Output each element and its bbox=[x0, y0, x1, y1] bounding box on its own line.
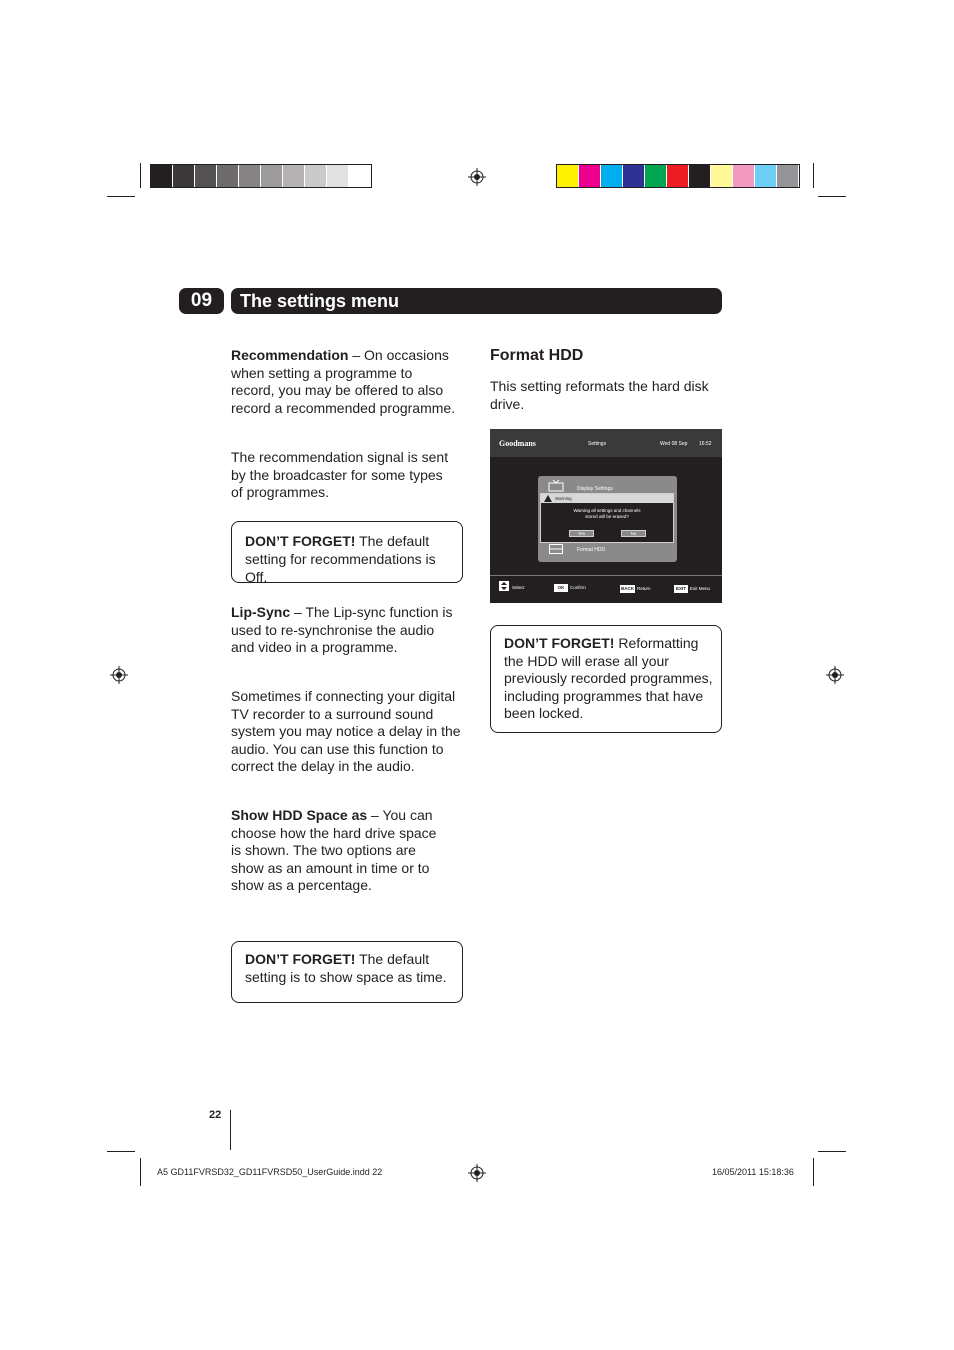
lipsync-term: Lip-Sync bbox=[231, 604, 291, 620]
lipsync-desc: – The Lip-sync function is used to re-synchronise the audio and video in a programme. bbox=[231, 604, 453, 656]
color-swatch bbox=[239, 165, 261, 187]
chapter-number: 09 bbox=[179, 288, 224, 314]
recommendation-signal-paragraph: The recommendation signal is sent by the broadcaster for some types of programmes. bbox=[231, 449, 449, 501]
format-hdd-heading: Format HDD bbox=[490, 347, 584, 364]
dont-forget-label: DON’T FORGET! bbox=[245, 533, 356, 549]
warning-header bbox=[541, 494, 673, 503]
lipsync-paragraph bbox=[231, 604, 456, 657]
key-legend-bar bbox=[490, 575, 722, 603]
dont-forget-label: DON’T FORGET! bbox=[504, 635, 615, 651]
color-swatch bbox=[557, 165, 579, 187]
crop-mark bbox=[813, 163, 814, 188]
dont-forget-text: The default setting is to show space as time. bbox=[245, 951, 447, 985]
yes-button[interactable]: Yes bbox=[569, 530, 594, 537]
color-swatch bbox=[349, 165, 371, 187]
warning-title: Warning bbox=[555, 496, 572, 501]
confirm-label: Confirm bbox=[570, 585, 586, 590]
color-swatch bbox=[711, 165, 733, 187]
exit-menu-label: Exit Menu bbox=[690, 586, 711, 591]
lipsync-detail-paragraph: Sometimes if connecting your digital TV recorder to a surround sound system you may notice a delay in the audio. You can use this function to correct the delay in the audio. bbox=[231, 688, 461, 775]
dont-forget-text: Reformatting the HDD will erase all your previously recorded programmes, including programmes that have been locked. bbox=[504, 635, 713, 722]
brand-logo: Goodmans bbox=[499, 439, 536, 448]
registration-mark-icon bbox=[826, 666, 844, 684]
exit-key: EXIT bbox=[675, 586, 686, 591]
screen-title: Settings bbox=[588, 441, 607, 447]
dont-forget-note bbox=[245, 532, 455, 586]
dont-forget-note bbox=[504, 635, 716, 723]
select-label: Select bbox=[512, 585, 525, 590]
warning-line: Warning all settings and channels bbox=[573, 508, 641, 513]
settings-dialog bbox=[538, 476, 677, 562]
crop-mark bbox=[818, 1151, 846, 1152]
ok-key: OK bbox=[554, 584, 568, 592]
page-number: 22 bbox=[209, 1109, 222, 1121]
no-button[interactable]: No bbox=[621, 530, 646, 537]
back-key: BACK bbox=[621, 586, 634, 591]
menu-item-format-hdd[interactable]: Format HDD bbox=[577, 547, 606, 553]
color-swatch bbox=[217, 165, 239, 187]
hdd-space-paragraph bbox=[231, 807, 449, 895]
dont-forget-note bbox=[245, 950, 455, 986]
color-swatch bbox=[195, 165, 217, 187]
warning-line: stored will be erased? bbox=[585, 514, 629, 519]
color-swatch bbox=[283, 165, 305, 187]
registration-mark-icon bbox=[110, 666, 128, 684]
color-swatch bbox=[261, 165, 283, 187]
color-swatch bbox=[777, 165, 799, 187]
color-swatch bbox=[667, 165, 689, 187]
chapter-title: The settings menu bbox=[231, 288, 722, 314]
color-swatch bbox=[689, 165, 711, 187]
crop-mark bbox=[140, 163, 141, 188]
color-swatch bbox=[645, 165, 667, 187]
format-hdd-intro: This setting reformats the hard disk drive. bbox=[490, 378, 709, 412]
crop-mark bbox=[107, 1151, 135, 1152]
color-calibration-bar bbox=[556, 164, 800, 188]
footer-timestamp: 16/05/2011 15:18:36 bbox=[712, 1167, 794, 1177]
crop-mark bbox=[813, 1158, 814, 1186]
menu-item-display-settings[interactable]: Display Settings bbox=[577, 486, 613, 492]
color-swatch bbox=[755, 165, 777, 187]
footer-filename: A5 GD11FVRSD32_GD11FVRSD50_UserGuide.indd 22 bbox=[157, 1167, 383, 1177]
hdd-space-desc: – You can choose how the hard drive space is shown. The two options are show as an amount in time or to show as a percentage. bbox=[231, 807, 437, 894]
page-number-rule bbox=[230, 1110, 231, 1150]
color-swatch bbox=[623, 165, 645, 187]
warning-icon bbox=[544, 495, 552, 502]
color-swatch bbox=[173, 165, 195, 187]
color-swatch bbox=[579, 165, 601, 187]
crop-mark bbox=[818, 196, 846, 197]
screen-date: Wed 08 Sep bbox=[660, 441, 688, 447]
screen-time: 16:52 bbox=[699, 441, 712, 447]
registration-mark-icon bbox=[468, 1164, 486, 1182]
updown-key-icon bbox=[499, 581, 509, 591]
color-swatch bbox=[733, 165, 755, 187]
hdd-space-term: Show HDD Space as bbox=[231, 807, 368, 823]
crop-mark bbox=[140, 1158, 141, 1186]
warning-message bbox=[541, 508, 673, 520]
hdd-icon bbox=[549, 544, 563, 554]
color-swatch bbox=[327, 165, 349, 187]
recommendation-term: Recommendation bbox=[231, 347, 349, 363]
recommendation-desc: – On occasions when setting a programme to record, you may be offered to also record a recommended programme. bbox=[231, 347, 456, 416]
screen-title-bar bbox=[490, 429, 722, 457]
tv-screen bbox=[490, 429, 722, 603]
recommendation-paragraph bbox=[231, 347, 456, 417]
return-label: Return bbox=[637, 586, 651, 591]
warning-popup bbox=[540, 493, 674, 543]
dont-forget-text: The default setting for recommendations is Off. bbox=[245, 533, 436, 585]
color-swatch bbox=[305, 165, 327, 187]
color-swatch bbox=[151, 165, 173, 187]
display-icon bbox=[548, 480, 564, 492]
registration-mark-icon bbox=[468, 168, 486, 186]
grey-calibration-bar bbox=[150, 164, 372, 188]
dont-forget-label: DON’T FORGET! bbox=[245, 951, 356, 967]
color-swatch bbox=[601, 165, 623, 187]
crop-mark bbox=[107, 196, 135, 197]
